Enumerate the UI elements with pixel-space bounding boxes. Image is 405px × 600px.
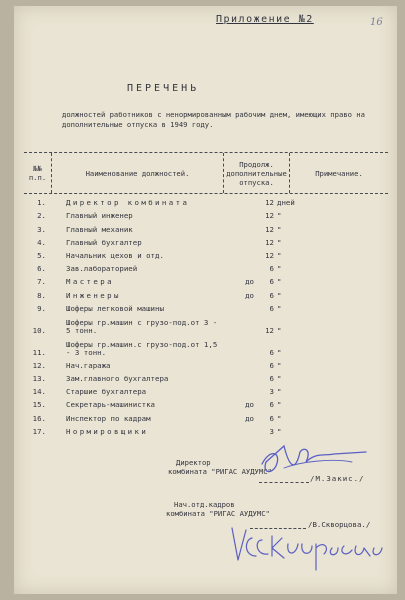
row-unit: " [277,374,282,384]
row-days: 3 [269,426,274,436]
appendix-label: Приложение №2 [216,14,314,25]
row-number: 7. [37,277,46,287]
row-unit: " [277,250,282,260]
row-number: 9. [37,303,46,313]
row-unit: " [277,237,282,247]
row-position: Шоферы легковой машины [66,303,164,313]
row-unit: " [277,277,282,287]
row-prefix: до [245,290,254,300]
column-header-duration: Продолж. дополнительные отпуска. [224,153,290,193]
row-unit: " [277,325,282,335]
row-position: Старшие бухгалтера [66,387,147,397]
row-position: Секретарь-машинистка [66,400,155,410]
row-days: 6 [269,374,274,384]
row-position: Главный инженер [66,211,133,221]
row-unit: " [277,400,282,410]
row-days: 12 [265,224,274,234]
column-header-number: №№ п.п. [24,153,52,193]
row-number: 14. [32,387,46,397]
row-position: Директор комбината [66,198,190,208]
row-days: 6 [269,303,274,313]
row-position: Зам.главного бухгалтера [66,374,169,384]
row-unit: " [277,264,282,274]
row-days: 12 [265,250,274,260]
row-days: 12 [265,325,274,335]
row-days: 12 [265,211,274,221]
row-number: 6. [37,264,46,274]
row-position: Зав.лабораторией [66,264,138,274]
row-number: 2. [37,211,46,221]
row-number: 4. [37,237,46,247]
row-number: 12. [32,360,46,370]
column-header-note: Примечание. [315,168,363,178]
director-role-line1: Директор [176,458,211,467]
row-position: Нормировщики [66,426,149,436]
row-number: 11. [32,347,46,357]
row-days: 12 [265,198,274,208]
row-unit: " [277,387,282,397]
row-unit: " [277,211,282,221]
row-days: 6 [269,413,274,423]
row-unit: " [277,360,282,370]
row-days: 6 [269,290,274,300]
hr-name: /В.Скворцова./ [308,520,371,529]
row-unit: " [277,426,282,436]
row-days: 6 [269,277,274,287]
row-number: 10. [32,325,46,335]
row-number: 8. [37,290,46,300]
row-days: 6 [269,264,274,274]
row-days: 6 [269,360,274,370]
row-unit: " [277,303,282,313]
row-prefix: до [245,400,254,410]
row-days: 6 [269,347,274,357]
row-days: 6 [269,400,274,410]
row-number: 5. [37,250,46,260]
row-position: Шоферы гр.машин.с грузо-под.от 1,5 - 3 тонн. [66,339,218,357]
row-position: Главный механик [66,224,133,234]
row-unit: " [277,347,282,357]
column-header-position: Наименование должностей. [52,153,224,193]
row-unit: дней [277,198,295,208]
director-role-line2: комбината "РИГАС АУДУМС" [168,467,272,476]
hr-role-line1: Нач.отд.кадров [174,500,235,509]
row-number: 15. [32,400,46,410]
row-number: 16. [32,413,46,423]
row-prefix: до [245,413,254,423]
row-unit: " [277,413,282,423]
director-handwritten-signature [262,446,366,472]
hr-role-line2: комбината "РИГАС АУДУМС" [166,509,270,518]
row-position: Нач.гаража [66,360,111,370]
row-number: 13. [32,374,46,384]
document-title: ПЕРЕЧЕНЬ [127,83,200,94]
row-days: 3 [269,387,274,397]
folio-number: 16 [370,17,383,28]
row-number: 17. [32,426,46,436]
row-position: Начальник цехов и отд. [66,250,164,260]
row-number: 3. [37,224,46,234]
row-position: Шоферы гр.машин с грузо-под.от 3 - 5 тонн. [66,317,218,335]
row-position: Инженеры [66,290,121,300]
document-subtitle: должностей работников с ненормированным рабочим днем, имеющих право на дополнительные отпуска в 1949 году. [62,110,365,129]
director-name: /М.Закис./ [310,474,365,483]
row-unit: " [277,290,282,300]
row-prefix: до [245,277,254,287]
row-unit: " [277,224,282,234]
row-days: 12 [265,237,274,247]
row-number: 1. [37,198,46,208]
row-position: Мастера [66,277,114,287]
row-position: Главный бухгалтер [66,237,142,247]
row-position: Инспектор по кадрам [66,413,151,423]
hr-handwritten-signature [232,528,382,570]
